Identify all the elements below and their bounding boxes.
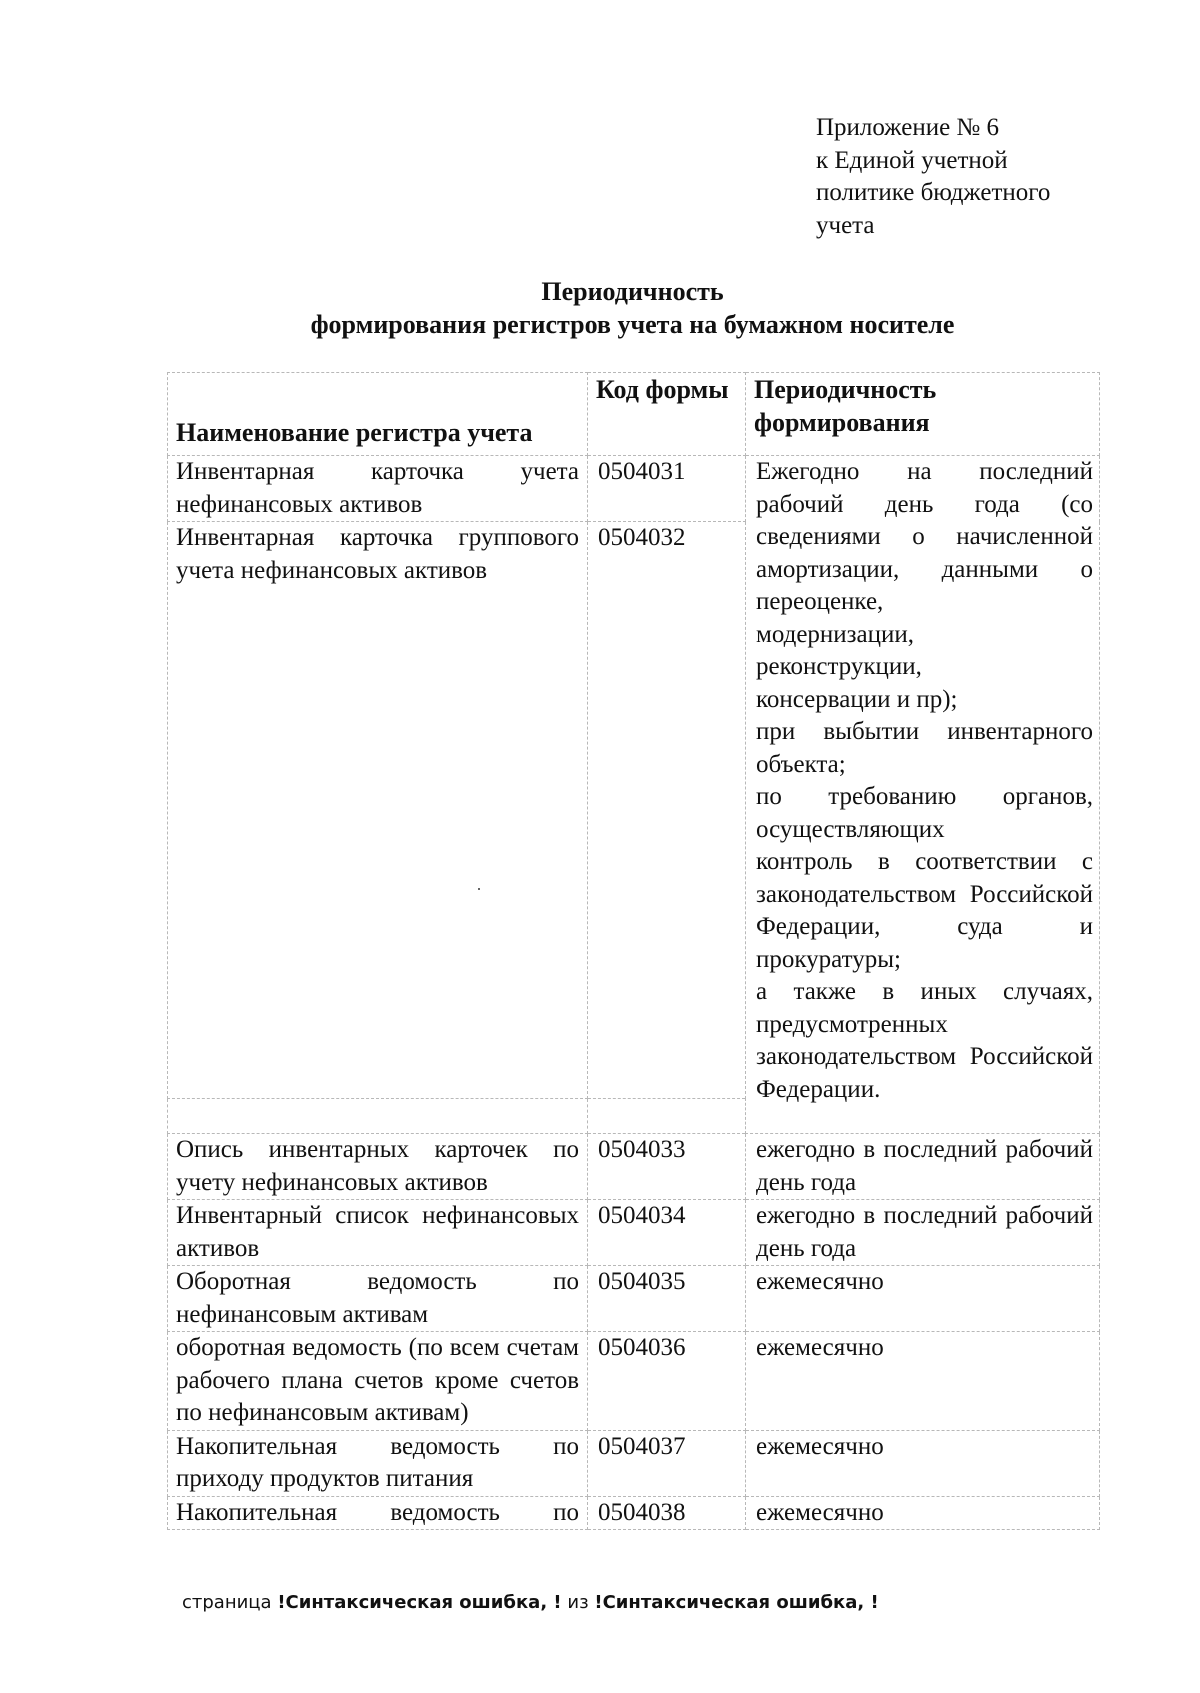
- scan-speck: [478, 888, 480, 890]
- period-line: при выбытии инвентарного объекта;: [756, 718, 1093, 778]
- spacer-cell: [588, 1099, 746, 1134]
- table-row: [168, 1496, 1100, 1530]
- form-code: 0504031: [588, 456, 746, 522]
- table-row: [168, 1200, 1100, 1266]
- table-row: [168, 1134, 1100, 1200]
- period-cell: ежемесячно: [746, 1332, 1100, 1431]
- page-footer: [182, 1592, 879, 1613]
- document-title: [0, 275, 1200, 341]
- register-name: Инвентарный список нефинансовых активов: [168, 1200, 588, 1266]
- appendix-line: политике бюджетного: [816, 179, 1051, 206]
- period-cell: ежемесячно: [746, 1266, 1100, 1332]
- form-code: 0504034: [588, 1200, 746, 1266]
- appendix-line: учета: [816, 211, 875, 239]
- register-name: Опись инвентарных карточек по учету нефинансовых активов: [168, 1134, 588, 1200]
- form-code: 0504035: [588, 1266, 746, 1332]
- period-cell: ежегодно в последний рабочий день года: [746, 1134, 1100, 1200]
- header-period: Периодичность формирования: [746, 373, 1100, 456]
- period-cell: ежегодно в последний рабочий день года: [746, 1200, 1100, 1266]
- appendix-line: Приложение № 6: [816, 114, 1000, 141]
- register-name: Накопительная ведомость по: [168, 1496, 588, 1530]
- period-line: контроль в соответствии с законодательством Российской Федерации, суда и прокуратуры;: [756, 848, 1093, 973]
- table-row: [168, 1430, 1100, 1496]
- table-row: [168, 456, 1100, 522]
- table-row: [168, 1332, 1100, 1431]
- form-code: 0504036: [588, 1332, 746, 1431]
- register-name: Инвентарная карточка учета нефинансовых активов: [168, 456, 588, 522]
- period-line: Ежегодно на последний рабочий день года (со сведениями о начисленной амортизации, данными о переоценке,: [756, 458, 1093, 615]
- register-name: Накопительная ведомость по приходу продуктов питания: [168, 1430, 588, 1496]
- appendix-line: к Единой учетной: [816, 146, 1008, 174]
- period-line: по требованию органов, осуществляющих: [756, 783, 1093, 843]
- period-line: реконструкции,: [756, 653, 922, 680]
- registers-table: [167, 372, 1100, 1530]
- appendix-header: [816, 112, 1050, 242]
- footer-error-2: !Синтаксическая ошибка, !: [594, 1592, 879, 1613]
- form-code: 0504033: [588, 1134, 746, 1200]
- register-name: Инвентарная карточка группового учета нефинансовых активов: [168, 522, 588, 1099]
- form-code: 0504032: [588, 522, 746, 1099]
- register-name: оборотная ведомость (по всем счетам рабочего плана счетов кроме счетов по нефинансовым активам): [168, 1332, 588, 1431]
- header-code: Код формы: [588, 373, 746, 456]
- table-row: [168, 1266, 1100, 1332]
- period-line: консервации и пр);: [756, 685, 958, 713]
- table-header-row: [168, 373, 1100, 456]
- footer-error-1: !Синтаксическая ошибка, !: [277, 1592, 562, 1613]
- form-code: 0504038: [588, 1496, 746, 1530]
- title-line-2: формирования регистров учета на бумажном носителе: [310, 310, 955, 339]
- title-line-1: Периодичность: [541, 277, 724, 306]
- register-name: Оборотная ведомость по нефинансовым активам: [168, 1266, 588, 1332]
- footer-prefix: страница: [182, 1592, 272, 1613]
- footer-middle: из: [567, 1592, 589, 1613]
- period-line: модернизации,: [756, 620, 915, 648]
- period-cell: ежемесячно: [746, 1496, 1100, 1530]
- merged-period-cell: [746, 456, 1100, 1134]
- period-cell: ежемесячно: [746, 1430, 1100, 1496]
- form-code: 0504037: [588, 1430, 746, 1496]
- header-name: Наименование регистра учета: [168, 373, 588, 456]
- period-line: а также в иных случаях, предусмотренных законодательством Российской Федерации.: [756, 978, 1093, 1103]
- spacer-cell: [168, 1099, 588, 1134]
